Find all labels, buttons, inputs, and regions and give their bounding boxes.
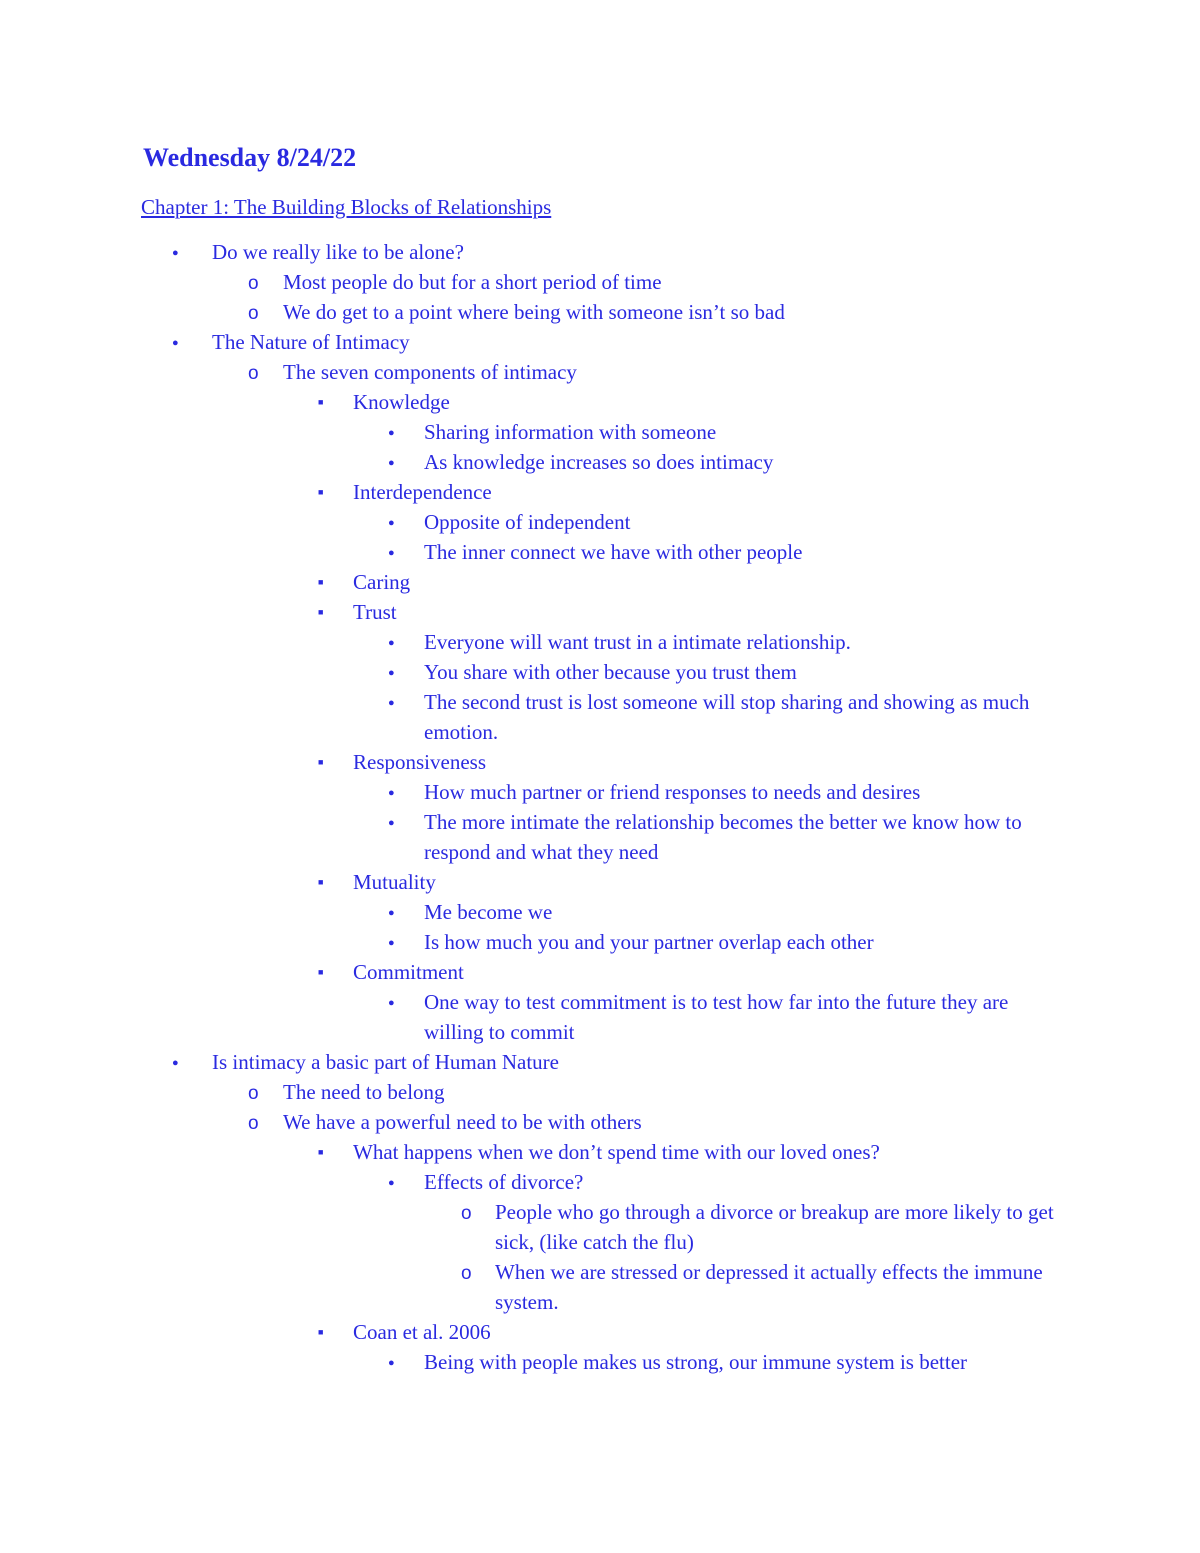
list-item	[0, 867, 1200, 897]
list-item	[0, 957, 1200, 987]
list-item	[0, 1347, 1200, 1377]
list-item-text: Responsiveness	[353, 750, 486, 774]
chapter-heading: Chapter 1: The Building Blocks of Relationships	[141, 195, 552, 219]
list-item	[0, 687, 1200, 747]
circle-bullet-icon	[248, 1107, 268, 1139]
list-item-text: How much partner or friend responses to needs and desires	[424, 780, 921, 804]
list-item-text: Me become we	[424, 900, 553, 924]
list-item	[0, 417, 1200, 447]
list-item	[0, 1257, 1200, 1317]
circle-bullet-icon	[248, 267, 268, 299]
list-item	[0, 537, 1200, 567]
list-item	[0, 1077, 1200, 1107]
disc-bullet-icon	[388, 897, 408, 931]
square-bullet-icon	[318, 567, 338, 601]
disc-bullet-icon	[388, 807, 408, 841]
list-item-text: Is how much you and your partner overlap each other	[424, 930, 874, 954]
list-item	[0, 447, 1200, 477]
list-item	[0, 237, 1200, 267]
list-item	[0, 597, 1200, 627]
list-item-text: We have a powerful need to be with others	[283, 1110, 642, 1134]
list-item	[0, 1317, 1200, 1347]
disc-bullet-icon	[388, 1167, 408, 1201]
disc-bullet-icon	[388, 447, 408, 481]
list-item	[0, 1047, 1200, 1077]
list-item	[0, 627, 1200, 657]
circle-bullet-icon	[461, 1197, 481, 1229]
list-item	[0, 1137, 1200, 1167]
list-item-text: We do get to a point where being with someone isn’t so bad	[283, 300, 785, 324]
list-item	[0, 1197, 1200, 1257]
list-item-text: The second trust is lost someone will stop sharing and showing as much emotion.	[424, 690, 1030, 744]
list-item-text: When we are stressed or depressed it actually effects the immune system.	[495, 1260, 1043, 1314]
list-item-text: The seven components of intimacy	[283, 360, 577, 384]
square-bullet-icon	[318, 1317, 338, 1351]
list-item-text: The Nature of Intimacy	[212, 330, 410, 354]
square-bullet-icon	[318, 867, 338, 901]
disc-bullet-icon	[388, 777, 408, 811]
disc-bullet-icon	[388, 687, 408, 721]
list-item-text: The inner connect we have with other people	[424, 540, 803, 564]
disc-bullet-icon	[388, 627, 408, 661]
list-item	[0, 777, 1200, 807]
list-item	[0, 387, 1200, 417]
list-item	[0, 897, 1200, 927]
list-item-text: Is intimacy a basic part of Human Nature	[212, 1050, 559, 1074]
list-item-text: Knowledge	[353, 390, 450, 414]
square-bullet-icon	[318, 747, 338, 781]
list-item-text: Sharing information with someone	[424, 420, 717, 444]
circle-bullet-icon	[248, 357, 268, 389]
list-item-text: Do we really like to be alone?	[212, 240, 464, 264]
disc-bullet-icon	[388, 657, 408, 691]
list-item	[0, 357, 1200, 387]
list-item	[0, 267, 1200, 297]
disc-bullet-icon	[388, 987, 408, 1021]
list-item	[0, 927, 1200, 957]
list-item	[0, 507, 1200, 537]
list-item-text: As knowledge increases so does intimacy	[424, 450, 774, 474]
list-item	[0, 477, 1200, 507]
list-item-text: Interdependence	[353, 480, 492, 504]
disc-bullet-icon	[388, 417, 408, 451]
list-item	[0, 1167, 1200, 1197]
list-item-text: One way to test commitment is to test how far into the future they are willing to commit	[424, 990, 1009, 1044]
notes-outline	[0, 237, 1200, 1377]
list-item-text: Coan et al. 2006	[353, 1320, 491, 1344]
list-item-text: The more intimate the relationship becomes the better we know how to respond and what they need	[424, 810, 1022, 864]
list-item-text: You share with other because you trust them	[424, 660, 797, 684]
circle-bullet-icon	[248, 297, 268, 329]
list-item-text: Effects of divorce?	[424, 1170, 584, 1194]
list-item-text: The need to belong	[283, 1080, 445, 1104]
circle-bullet-icon	[461, 1257, 481, 1289]
list-item-text: Mutuality	[353, 870, 436, 894]
list-item	[0, 807, 1200, 867]
page-title: Wednesday 8/24/22	[143, 143, 357, 172]
disc-bullet-icon	[172, 327, 192, 361]
disc-bullet-icon	[172, 1047, 192, 1081]
list-item	[0, 1107, 1200, 1137]
disc-bullet-icon	[388, 537, 408, 571]
list-item	[0, 567, 1200, 597]
list-item	[0, 657, 1200, 687]
list-item-text: Caring	[353, 570, 411, 594]
list-item	[0, 297, 1200, 327]
square-bullet-icon	[318, 1137, 338, 1171]
list-item-text: People who go through a divorce or breakup are more likely to get sick, (like catch the flu)	[495, 1200, 1054, 1254]
disc-bullet-icon	[172, 237, 192, 271]
square-bullet-icon	[318, 477, 338, 511]
list-item-text: What happens when we don’t spend time with our loved ones?	[353, 1140, 880, 1164]
list-item	[0, 747, 1200, 777]
list-item-text: Being with people makes us strong, our immune system is better	[424, 1350, 968, 1374]
list-item-text: Opposite of independent	[424, 510, 631, 534]
disc-bullet-icon	[388, 507, 408, 541]
square-bullet-icon	[318, 957, 338, 991]
list-item	[0, 327, 1200, 357]
disc-bullet-icon	[388, 1347, 408, 1381]
list-item-text: Everyone will want trust in a intimate relationship.	[424, 630, 851, 654]
circle-bullet-icon	[248, 1077, 268, 1109]
square-bullet-icon	[318, 597, 338, 631]
list-item-text: Trust	[353, 600, 397, 624]
list-item-text: Most people do but for a short period of time	[283, 270, 662, 294]
list-item-text: Commitment	[353, 960, 464, 984]
square-bullet-icon	[318, 387, 338, 421]
list-item	[0, 987, 1200, 1047]
disc-bullet-icon	[388, 927, 408, 961]
